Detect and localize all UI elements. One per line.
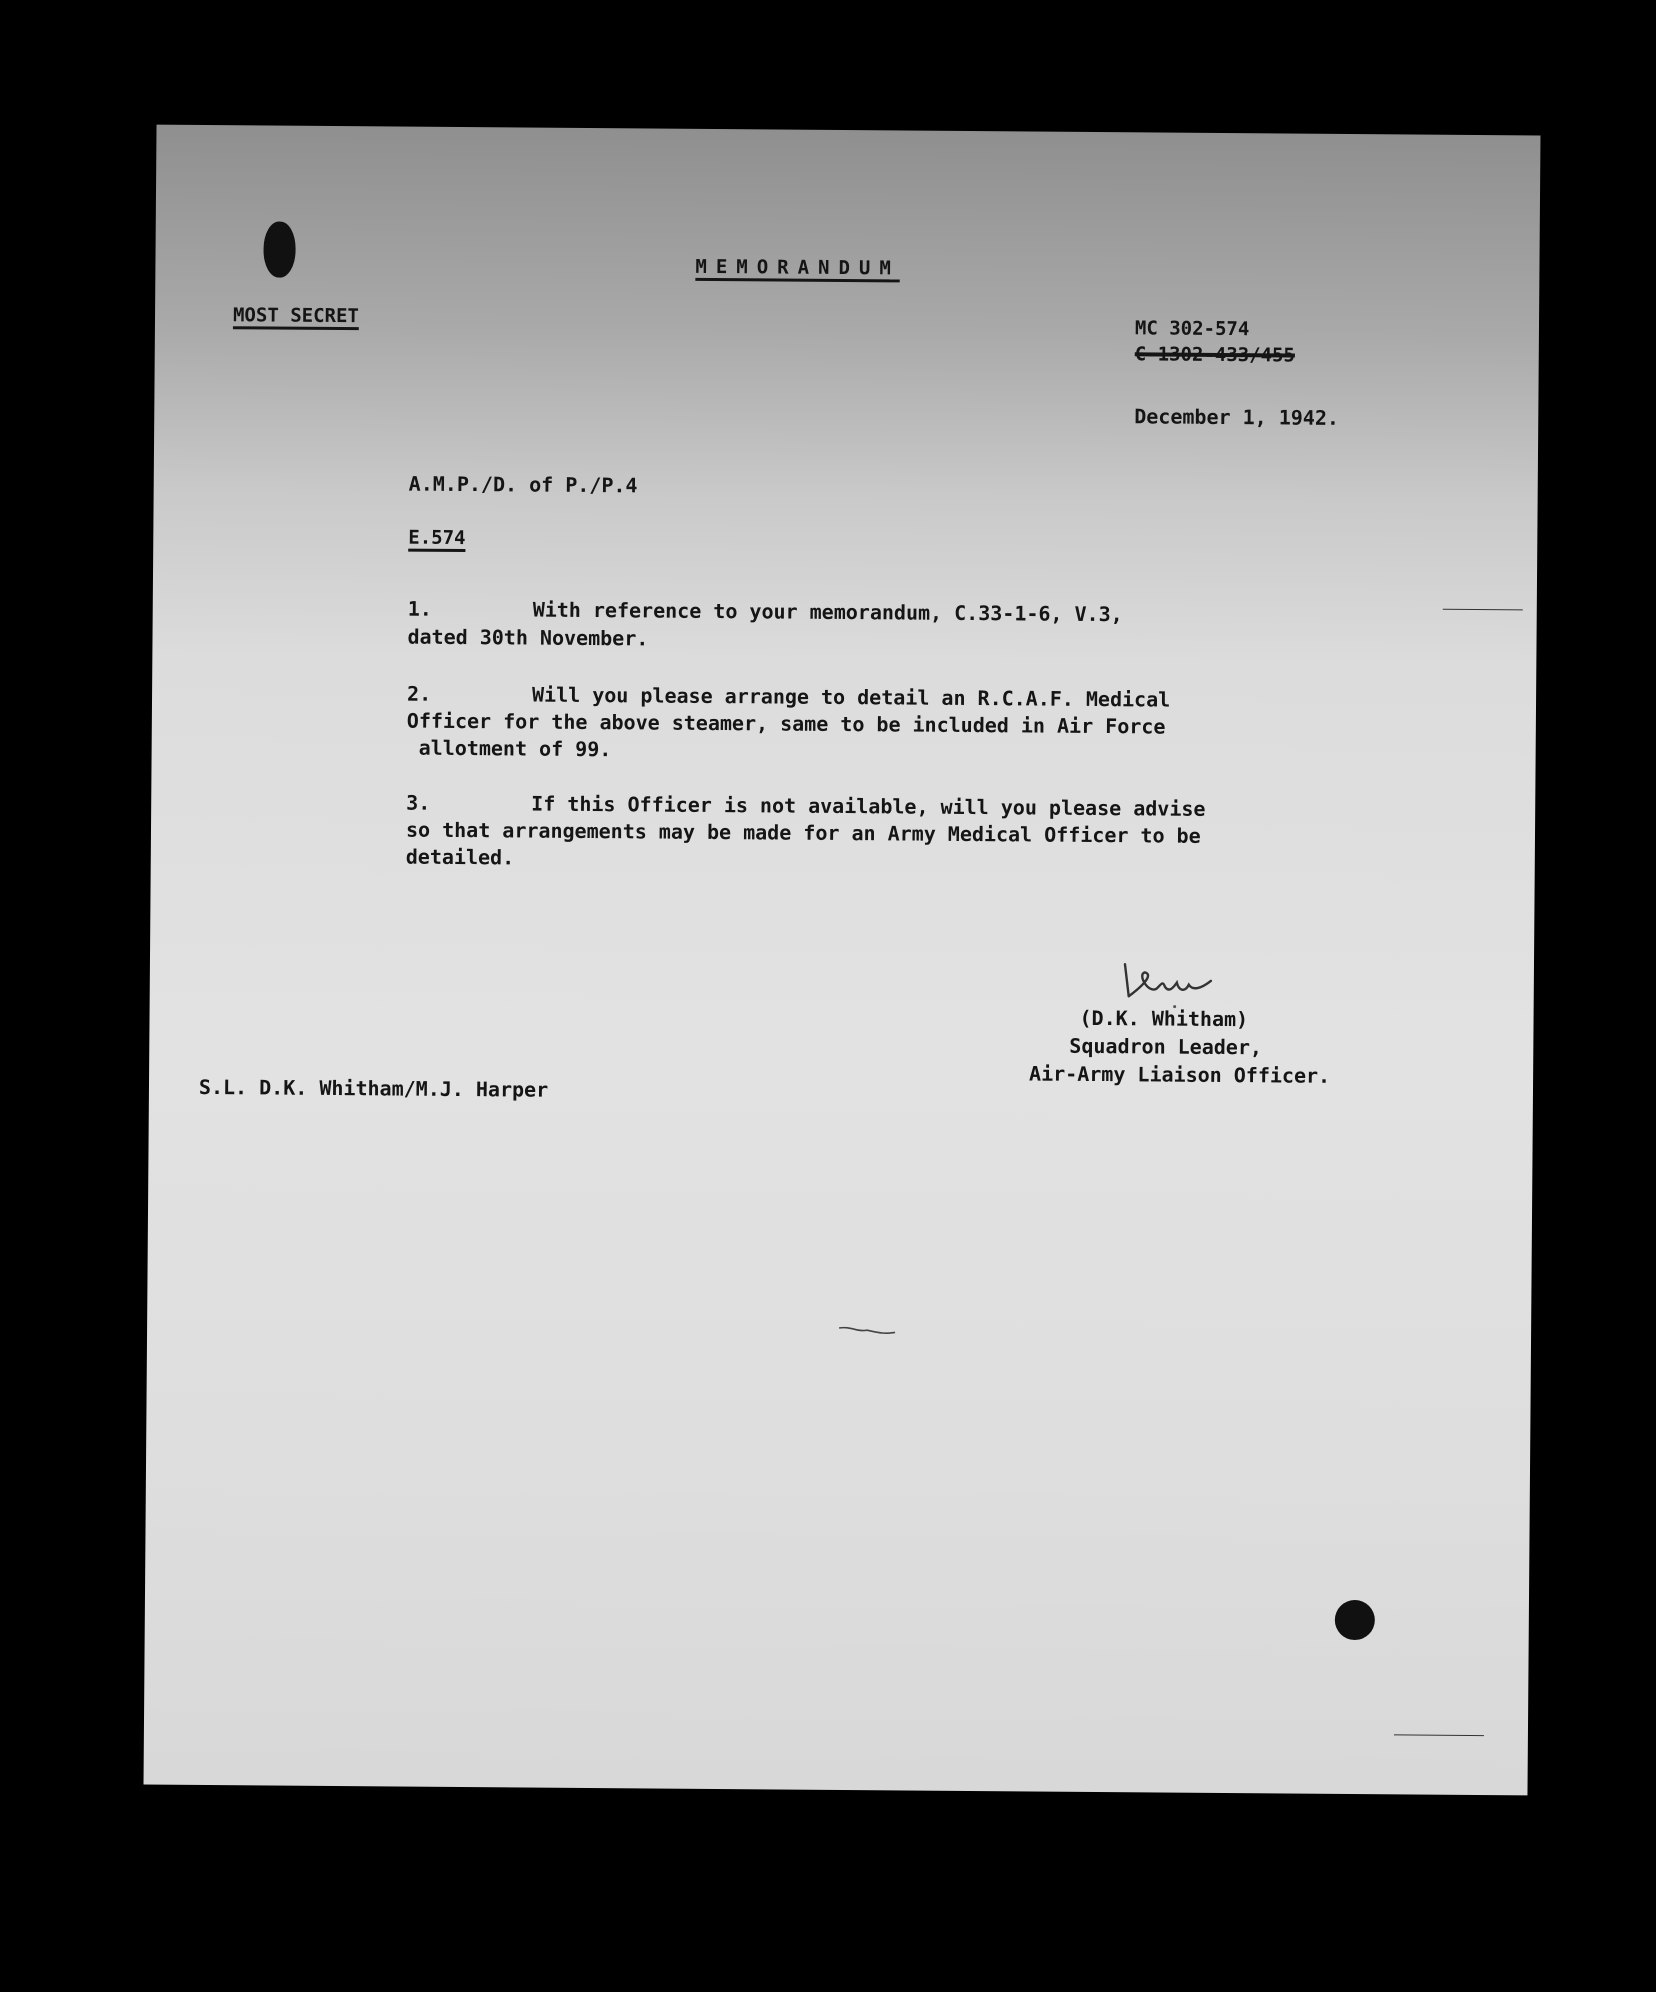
- classification-label: MOST SECRET: [232, 304, 359, 328]
- signatory-title: Air-Army Liaison Officer.: [1029, 1061, 1331, 1088]
- signatory-name: (D.K. Whitham): [1079, 1005, 1249, 1032]
- addressee: A.M.P./D. of P./P.4: [408, 471, 638, 498]
- typist-reference: S.L. D.K. Whitham/M.J. Harper: [198, 1074, 549, 1102]
- memorandum-heading: MEMORANDUM: [695, 255, 900, 280]
- file-reference: E.574: [408, 526, 466, 550]
- paragraph-3-number: 3.: [406, 790, 431, 815]
- paragraph-2-line-3: allotment of 99.: [406, 735, 612, 762]
- document-page: [144, 125, 1541, 1796]
- stray-mark: [837, 1322, 897, 1338]
- paragraph-3-line-3: detailed.: [405, 844, 515, 870]
- reference-struck-out: C-1302-433/455: [1134, 343, 1296, 367]
- paragraph-3-line-2: so that arrangements may be made for an Army Medical Officer to be: [405, 817, 1201, 848]
- paragraph-3-line-1: If this Officer is not available, will you please advise: [531, 791, 1206, 821]
- paragraph-1-number: 1.: [407, 596, 432, 621]
- punch-hole: [1335, 1600, 1375, 1640]
- signatory-rank: Squadron Leader,: [1069, 1033, 1263, 1060]
- reference-number: MC 302-574: [1134, 317, 1250, 341]
- paragraph-2-line-1: Will you please arrange to detail an R.C.A.F. Medical: [531, 682, 1171, 712]
- margin-mark-bottom: [1394, 1734, 1484, 1736]
- paragraph-2-number: 2.: [406, 681, 432, 706]
- paragraph-2-line-2: Officer for the above steamer, same to be included in Air Force: [406, 708, 1166, 739]
- paragraph-1-line-1: With reference to your memorandum, C.33-1-6, V.3,: [532, 597, 1123, 627]
- ink-blot-top-left: [263, 221, 295, 277]
- memo-date: December 1, 1942.: [1134, 404, 1340, 430]
- paragraph-1-line-2: dated 30th November.: [407, 624, 649, 651]
- margin-mark-right: [1443, 609, 1523, 611]
